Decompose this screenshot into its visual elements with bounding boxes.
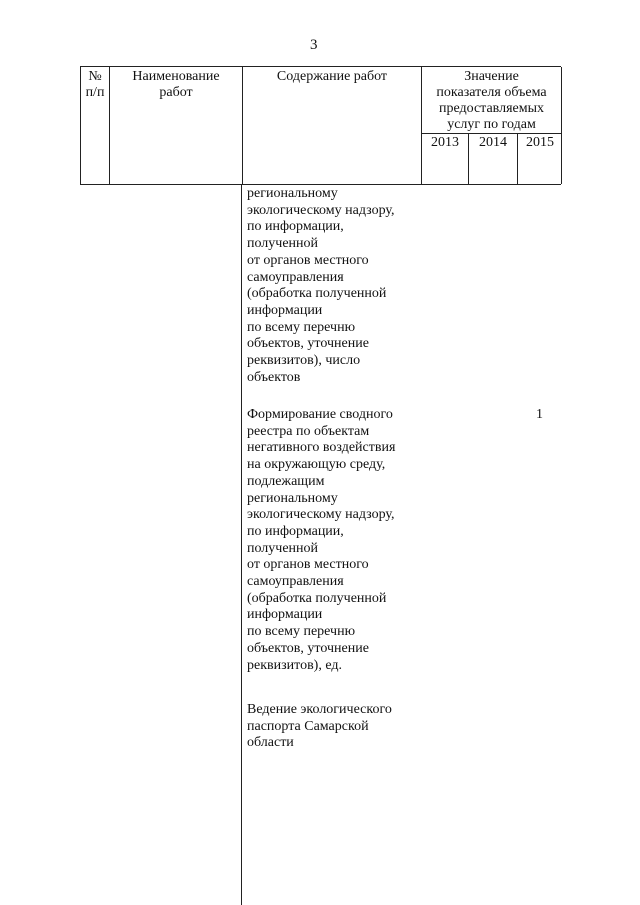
header-cell-name [110, 67, 243, 184]
header-content-label: Содержание работ [276, 69, 388, 84]
values-title-line: услуг по годам [447, 117, 536, 132]
entry-line: региональному [247, 490, 338, 506]
entry-line: информации [247, 302, 323, 318]
year-2014: 2014 [469, 134, 518, 185]
header-cell-number [81, 67, 110, 184]
entry-line: (обработка полученной [247, 590, 387, 606]
header-name-line: Наименование [132, 69, 220, 84]
page-number: 3 [310, 37, 318, 53]
column-divider [241, 185, 242, 905]
values-title-line: показателя объема [436, 85, 547, 100]
entry-line: реквизитов), число [247, 353, 361, 369]
entry-line: объектов, уточнение [247, 640, 369, 656]
work-entry [247, 407, 447, 674]
work-entry [247, 702, 447, 752]
entry-line: реквизитов), ед. [247, 657, 342, 673]
entry-line: по информации, [247, 219, 344, 235]
year-2013: 2013 [422, 134, 469, 185]
entry-line: по всему перечню [247, 319, 356, 335]
header-number-line: п/п [85, 85, 105, 100]
header-cell-content [243, 67, 422, 184]
value-2015: 1 [536, 407, 543, 422]
entry-line: экологическому надзору, [247, 202, 395, 218]
entry-line: объектов [247, 369, 301, 385]
entry-line: по всему перечню [247, 624, 356, 640]
entry-line: паспорта Самарской [247, 718, 369, 734]
header-name-line: работ [159, 85, 193, 100]
header-number-line: № [88, 69, 102, 84]
entry-line: по информации, [247, 523, 344, 539]
entry-line: от органов местного [247, 252, 369, 268]
entry-line: информации [247, 607, 323, 623]
entry-line: полученной [247, 540, 319, 556]
entry-line: области [247, 735, 294, 751]
entry-line: (обработка полученной [247, 286, 387, 302]
entry-line: от органов местного [247, 557, 369, 573]
entry-line: полученной [247, 236, 319, 252]
year-2015: 2015 [526, 135, 554, 150]
year-columns [422, 134, 561, 185]
entry-line: объектов, уточнение [247, 336, 369, 352]
table-header [80, 66, 561, 185]
entry-line: Формирование сводного [247, 407, 393, 422]
entry-line: самоуправления [247, 574, 344, 590]
values-title-line: предоставляемых [438, 101, 545, 116]
work-entry [247, 186, 447, 386]
entry-line: региональному [247, 186, 338, 201]
entry-line: подлежащим [247, 473, 325, 489]
entry-line: Ведение экологического [247, 702, 392, 717]
entry-line: самоуправления [247, 269, 344, 285]
entry-line: реестра по объектам [247, 423, 370, 439]
header-cell-values [422, 67, 562, 184]
values-title-line: Значение [464, 69, 519, 84]
entry-line: экологическому надзору, [247, 507, 395, 523]
entry-line: негативного воздействия [247, 440, 396, 456]
entry-line: на окружающую среду, [247, 457, 386, 473]
